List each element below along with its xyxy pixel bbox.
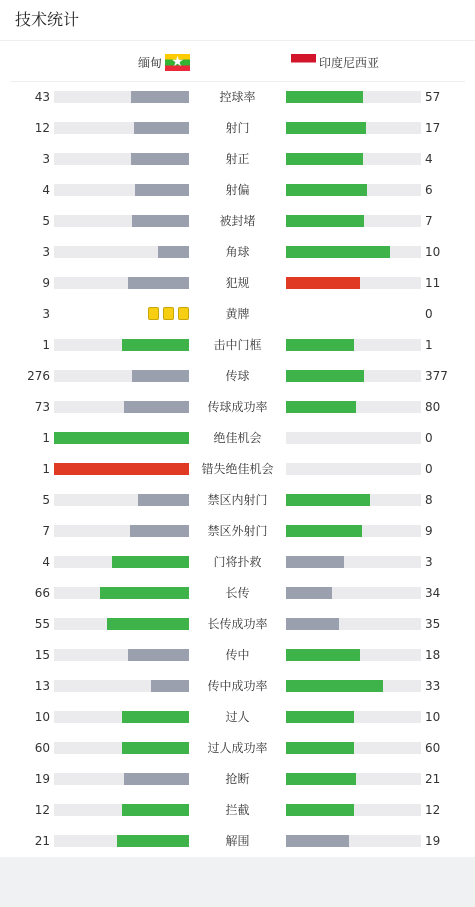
- away-stat-value: 9: [425, 524, 433, 538]
- away-stat-value: 21: [425, 772, 441, 786]
- away-bar-fill: [286, 370, 364, 382]
- home-bar-fill: [128, 649, 189, 661]
- home-stat-value: 3: [42, 307, 50, 321]
- away-stat-value: 8: [425, 493, 433, 507]
- away-bar-track: [286, 556, 421, 568]
- away-stat-value: 57: [425, 90, 441, 104]
- home-bar-fill: [158, 246, 189, 258]
- away-stat-value: 7: [425, 214, 433, 228]
- away-bar-fill: [286, 742, 354, 754]
- away-bar-track: [286, 122, 421, 134]
- home-bar-track: [54, 246, 189, 258]
- stat-label: 禁区外射门: [207, 524, 268, 538]
- stat-label: 传中: [225, 648, 250, 662]
- stat-label: 禁区内射门: [207, 493, 268, 507]
- home-stat-value: 1: [42, 462, 50, 476]
- home-bar-fill: [122, 742, 190, 754]
- away-bar-fill: [286, 91, 363, 103]
- away-bar-track: [286, 277, 421, 289]
- home-bar-fill: [112, 556, 189, 568]
- home-bar-fill: [132, 370, 189, 382]
- away-team: [291, 53, 379, 71]
- home-stat-value: 19: [34, 772, 50, 786]
- home-stat-value: 43: [34, 90, 50, 104]
- away-bar-track: [286, 153, 421, 165]
- teams-header: [0, 41, 475, 81]
- stats-list: [0, 82, 475, 857]
- home-bar-track: [54, 153, 189, 165]
- yellow-card-icon: [163, 307, 174, 320]
- home-bar-fill: [117, 835, 189, 847]
- away-stat-value: 10: [425, 245, 441, 259]
- away-bar-fill: [286, 649, 360, 661]
- yellow-card-icon: [148, 307, 159, 320]
- home-bar-fill: [122, 711, 190, 723]
- home-bar-fill: [128, 277, 189, 289]
- stat-row: [0, 82, 475, 113]
- home-stat-value: 4: [42, 555, 50, 569]
- away-stat-value: 0: [425, 431, 433, 445]
- stat-label: 抢断: [225, 772, 250, 786]
- home-bar-track: [54, 184, 189, 196]
- stat-row: [0, 764, 475, 795]
- away-stat-value: 3: [425, 555, 433, 569]
- home-stat-value: 5: [42, 214, 50, 228]
- home-bar-fill: [138, 494, 189, 506]
- away-bar-fill: [286, 215, 364, 227]
- stat-row: [0, 578, 475, 609]
- away-bar-fill: [286, 804, 354, 816]
- home-bar-track: [54, 91, 189, 103]
- away-bar-fill: [286, 401, 356, 413]
- away-stat-value: 10: [425, 710, 441, 724]
- stat-row: [0, 175, 475, 206]
- home-bar-fill: [124, 401, 189, 413]
- home-bar-fill: [130, 525, 189, 537]
- home-bar-fill: [122, 804, 190, 816]
- stat-label: 角球: [225, 245, 250, 259]
- stat-label: 过人: [225, 710, 250, 724]
- home-bar-fill: [124, 773, 189, 785]
- home-bar-fill: [131, 91, 189, 103]
- away-bar-fill: [286, 153, 363, 165]
- home-stat-value: 55: [34, 617, 50, 631]
- away-bar-track: [286, 246, 421, 258]
- home-stat-value: 5: [42, 493, 50, 507]
- home-stat-value: 9: [42, 276, 50, 290]
- stat-row: [0, 516, 475, 547]
- away-bar-track: [286, 680, 421, 692]
- away-bar-track: [286, 804, 421, 816]
- away-bar-track: [286, 339, 421, 351]
- stat-label: 传中成功率: [207, 679, 268, 693]
- away-bar-fill: [286, 525, 362, 537]
- home-bar-fill: [134, 122, 189, 134]
- away-bar-fill: [286, 711, 354, 723]
- away-stat-value: 80: [425, 400, 441, 414]
- stat-row: [0, 702, 475, 733]
- away-bar-track: [286, 401, 421, 413]
- stat-row: [0, 795, 475, 826]
- home-bar-track: [54, 525, 189, 537]
- home-bar-track: [54, 401, 189, 413]
- away-stat-value: 1: [425, 338, 433, 352]
- home-stat-value: 3: [42, 245, 50, 259]
- away-stat-value: 17: [425, 121, 441, 135]
- away-stat-value: 377: [425, 369, 448, 383]
- away-stat-value: 35: [425, 617, 441, 631]
- home-bar-track: [54, 556, 189, 568]
- away-stat-value: 34: [425, 586, 441, 600]
- away-bar-fill: [286, 773, 356, 785]
- stat-row: [0, 640, 475, 671]
- page-background: [0, 857, 475, 907]
- stat-row: [0, 361, 475, 392]
- home-bar-fill: [54, 463, 189, 475]
- home-bar-track: [54, 122, 189, 134]
- home-stat-value: 13: [34, 679, 50, 693]
- stat-row: [0, 237, 475, 268]
- away-stat-value: 60: [425, 741, 441, 755]
- home-bar-track: [54, 618, 189, 630]
- home-bar-track: [54, 215, 189, 227]
- home-stat-value: 276: [27, 369, 50, 383]
- myanmar-flag-icon: ★: [165, 54, 190, 71]
- stat-row: [0, 423, 475, 454]
- home-bar-track: [54, 339, 189, 351]
- away-bar-track: [286, 742, 421, 754]
- home-stat-value: 66: [34, 586, 50, 600]
- home-stat-value: 7: [42, 524, 50, 538]
- yellow-card-icon: [178, 307, 189, 320]
- away-bar-track: [286, 432, 421, 444]
- away-stat-value: 18: [425, 648, 441, 662]
- stat-label: 门将扑救: [213, 555, 262, 569]
- away-bar-track: [286, 835, 421, 847]
- away-bar-track: [286, 215, 421, 227]
- home-bar-fill: [107, 618, 189, 630]
- stat-label: 控球率: [219, 90, 256, 104]
- away-stat-value: 0: [425, 307, 433, 321]
- section-title: 技术统计: [15, 10, 80, 29]
- away-bar-track: [286, 494, 421, 506]
- away-bar-track: [286, 773, 421, 785]
- away-bar-track: [286, 91, 421, 103]
- home-bar-track: [54, 773, 189, 785]
- away-bar-fill: [286, 556, 344, 568]
- away-bar-track: [286, 525, 421, 537]
- away-bar-fill: [286, 494, 370, 506]
- stat-label: 传球: [225, 369, 250, 383]
- home-stat-value: 12: [34, 803, 50, 817]
- stat-label: 拦截: [225, 803, 250, 817]
- away-bar-track: [286, 463, 421, 475]
- stat-row: [0, 268, 475, 299]
- stat-label: 射门: [225, 121, 250, 135]
- stat-label: 击中门框: [213, 338, 262, 352]
- home-bar-fill: [131, 153, 189, 165]
- stat-row: [0, 609, 475, 640]
- home-bar-track: [54, 649, 189, 661]
- away-bar-track: [286, 649, 421, 661]
- stat-row: [0, 547, 475, 578]
- stat-row: [0, 454, 475, 485]
- home-bar-track: [54, 835, 189, 847]
- home-team: [138, 53, 190, 71]
- stat-label: 黄牌: [225, 307, 250, 321]
- stat-label: 犯规: [225, 276, 250, 290]
- home-bar-track: [54, 463, 189, 475]
- home-bar-track: [54, 804, 189, 816]
- stat-row: [0, 733, 475, 764]
- stat-row: [0, 113, 475, 144]
- stat-row: [0, 485, 475, 516]
- stat-label: 长传: [225, 586, 250, 600]
- home-bar-fill: [135, 184, 189, 196]
- home-team-name: 缅甸: [137, 55, 162, 70]
- away-bar-fill: [286, 618, 339, 630]
- away-bar-fill: [286, 835, 349, 847]
- home-stat-value: 3: [42, 152, 50, 166]
- stat-label: 绝佳机会: [213, 431, 262, 445]
- home-bar-track: [54, 587, 189, 599]
- stat-row: [0, 206, 475, 237]
- away-team-name: 印度尼西亚: [319, 55, 380, 70]
- away-stat-value: 11: [425, 276, 441, 290]
- away-stat-value: 6: [425, 183, 433, 197]
- away-stat-value: 33: [425, 679, 441, 693]
- home-stat-value: 1: [42, 431, 50, 445]
- stat-label: 过人成功率: [207, 741, 268, 755]
- away-bar-track: [286, 711, 421, 723]
- stat-label: 长传成功率: [207, 617, 268, 631]
- stat-label: 传球成功率: [207, 400, 268, 414]
- away-stat-value: 19: [425, 834, 441, 848]
- home-bar-track: [54, 711, 189, 723]
- away-bar-track: [286, 370, 421, 382]
- indonesia-flag-icon: [291, 54, 316, 71]
- home-stat-value: 21: [34, 834, 50, 848]
- stat-row: [0, 330, 475, 361]
- stat-label: 射正: [225, 152, 250, 166]
- stat-label: 被封堵: [219, 214, 256, 228]
- away-stat-value: 4: [425, 152, 433, 166]
- away-bar-fill: [286, 339, 354, 351]
- away-bar-fill: [286, 680, 383, 692]
- home-bar-fill: [54, 432, 189, 444]
- home-bar-fill: [132, 215, 189, 227]
- home-bar-track: [54, 432, 189, 444]
- home-bar-fill: [151, 680, 189, 692]
- stat-label: 错失绝佳机会: [201, 462, 274, 476]
- stat-row: [0, 826, 475, 857]
- stat-row: [0, 392, 475, 423]
- home-stat-value: 15: [34, 648, 50, 662]
- away-bar-track: [286, 587, 421, 599]
- home-bar-track: [54, 370, 189, 382]
- stat-label: 解围: [225, 834, 250, 848]
- away-stat-value: 12: [425, 803, 441, 817]
- away-bar-fill: [286, 184, 367, 196]
- home-bar-track: [54, 742, 189, 754]
- away-bar-fill: [286, 277, 360, 289]
- home-bar-track: [54, 494, 189, 506]
- home-yellow-cards: [148, 307, 189, 320]
- away-bar-track: [286, 184, 421, 196]
- stat-row: [0, 299, 475, 330]
- stat-row: [0, 144, 475, 175]
- stat-row: [0, 671, 475, 702]
- home-stat-value: 1: [42, 338, 50, 352]
- home-bar-fill: [122, 339, 190, 351]
- away-bar-fill: [286, 122, 366, 134]
- home-stat-value: 12: [34, 121, 50, 135]
- home-bar-track: [54, 277, 189, 289]
- home-stat-value: 73: [34, 400, 50, 414]
- home-stat-value: 10: [34, 710, 50, 724]
- away-bar-fill: [286, 246, 390, 258]
- away-bar-fill: [286, 587, 332, 599]
- home-stat-value: 4: [42, 183, 50, 197]
- stat-label: 射偏: [225, 183, 250, 197]
- home-bar-track: [54, 680, 189, 692]
- away-stat-value: 0: [425, 462, 433, 476]
- home-bar-fill: [100, 587, 189, 599]
- away-bar-track: [286, 618, 421, 630]
- home-stat-value: 60: [34, 741, 50, 755]
